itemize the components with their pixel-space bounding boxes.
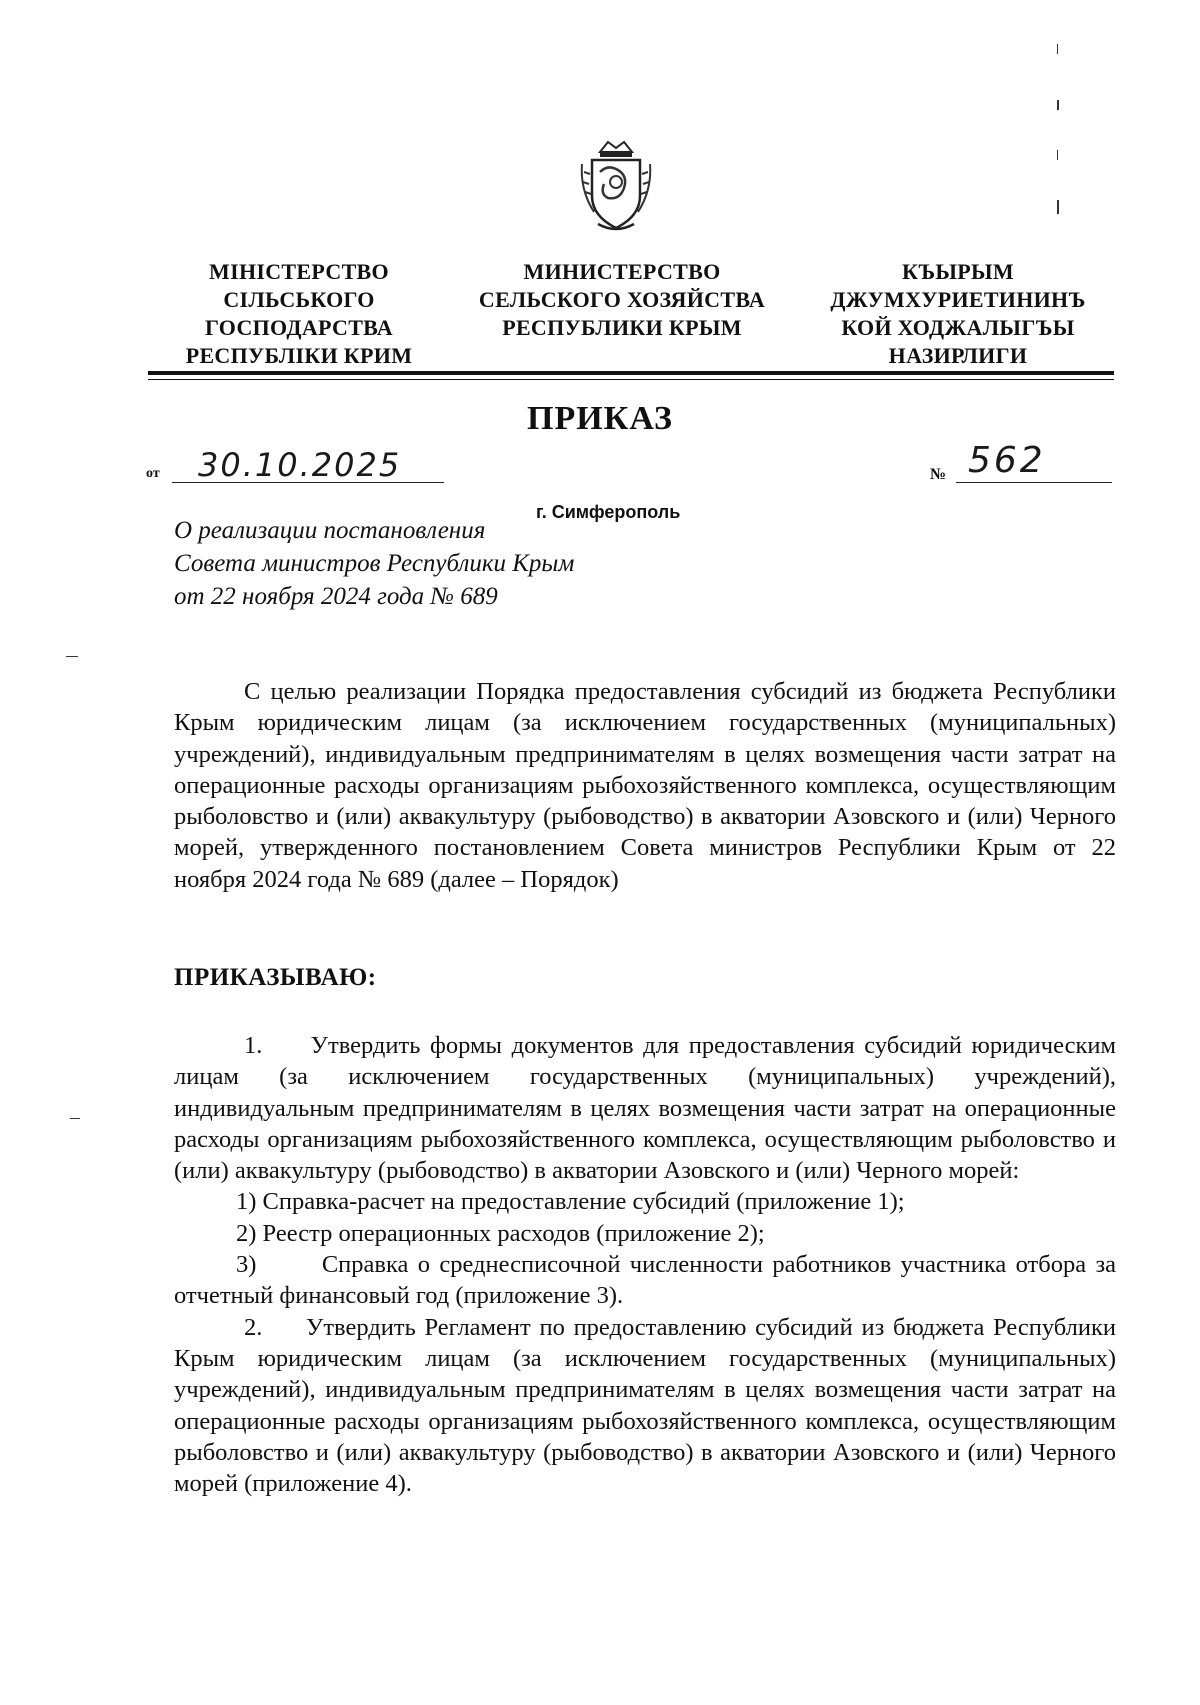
subject-line: О реализации постановления <box>174 517 486 544</box>
number-label: № <box>930 466 947 483</box>
item-2: 2. Утвердить Регламент по предоставлению субсидий из бюджета Республики Крым юридическим лицам (за исключением государственных (муниципальных) учреждений), индивидуальным предпринимателям в целях возмещения части затрат на операционные расходы организациям рыбохозяйственного комплекса, осуществляющим рыболовство и (или) аквакультуру (рыбоводство) в акватории Азовского и (или) Черного морей (приложение 4). <box>174 1313 1116 1498</box>
scan-artifact <box>1057 150 1058 160</box>
scan-artifact <box>1057 100 1059 110</box>
header-russian: МИНИСТЕРСТВО СЕЛЬСКОГО ХОЗЯЙСТВА РЕСПУБЛИКИ КРЫМ <box>478 259 766 340</box>
coat-of-arms-icon <box>578 138 654 236</box>
sub-item-1: 1) Справка-расчет на предоставление субсидий (приложение 1); <box>236 1188 905 1216</box>
header-divider-thick <box>148 371 1114 375</box>
header-crimean-tatar: КЪЫРЫМ ДЖУМХУРИЕТИНИНЪ КОЙ ХОДЖАЛЫГЪЫ НАЗИРЛИГИ <box>830 259 1086 368</box>
scan-artifact <box>66 656 78 657</box>
number-underline <box>956 482 1112 483</box>
order-items <box>174 1030 1116 1499</box>
scan-artifact <box>70 1118 80 1119</box>
number-value: 562 <box>968 440 1046 481</box>
sub-item-3: 3) Справка о среднесписочной численности работников участника отбора за отчетный финансовый год (приложение 3). <box>174 1251 1116 1310</box>
sub-item-2: 2) Реестр операционных расходов (приложение 2); <box>236 1219 765 1247</box>
preamble-text: С целью реализации Порядка предоставления субсидий из бюджета Республики Крым юридическим лицам (за исключением государственных (муниципальных) учреждений), индивидуальным предпринимателям в целях возмещения части затрат на операционные расходы организациям рыбохозяйственного комплекса, осуществляющим рыболовство и (или) аквакультуру (рыбоводство) в акватории Азовского и (или) Черного морей, утвержденного постановлением Совета министров Республики Крым от 22 ноября 2024 года № 689 (далее – Порядок) <box>174 678 1116 893</box>
document-title: ПРИКАЗ <box>527 400 673 437</box>
header-ukrainian: МІНІСТЕРСТВО СІЛЬСЬКОГО ГОСПОДАРСТВА РЕСПУБЛІКИ КРИМ <box>185 259 413 368</box>
scan-artifact <box>1057 200 1059 214</box>
date-label: от <box>146 466 160 481</box>
item-1: 1. Утвердить формы документов для предоставления субсидий юридическим лицам (за исключением государственных (муниципальных) учреждений), индивидуальным предпринимателям в целях возмещения части затрат на операционные расходы организациям рыбохозяйственного комплекса, осуществляющим рыболовство и (или) аквакультуру (рыбоводство) в акватории Азовского и (или) Черного морей: <box>174 1032 1116 1185</box>
date-value: 30.10.2025 <box>198 446 402 484</box>
city: г. Симферополь <box>536 502 681 522</box>
order-word: ПРИКАЗЫВАЮ: <box>174 964 377 991</box>
order-subject <box>174 514 574 613</box>
header-divider-thin <box>148 379 1114 380</box>
subject-line: Совета министров Республики Крым <box>174 550 575 577</box>
preamble <box>174 676 1116 895</box>
subject-line: от 22 ноября 2024 года № 689 <box>174 583 498 610</box>
scan-artifact <box>1057 44 1058 54</box>
